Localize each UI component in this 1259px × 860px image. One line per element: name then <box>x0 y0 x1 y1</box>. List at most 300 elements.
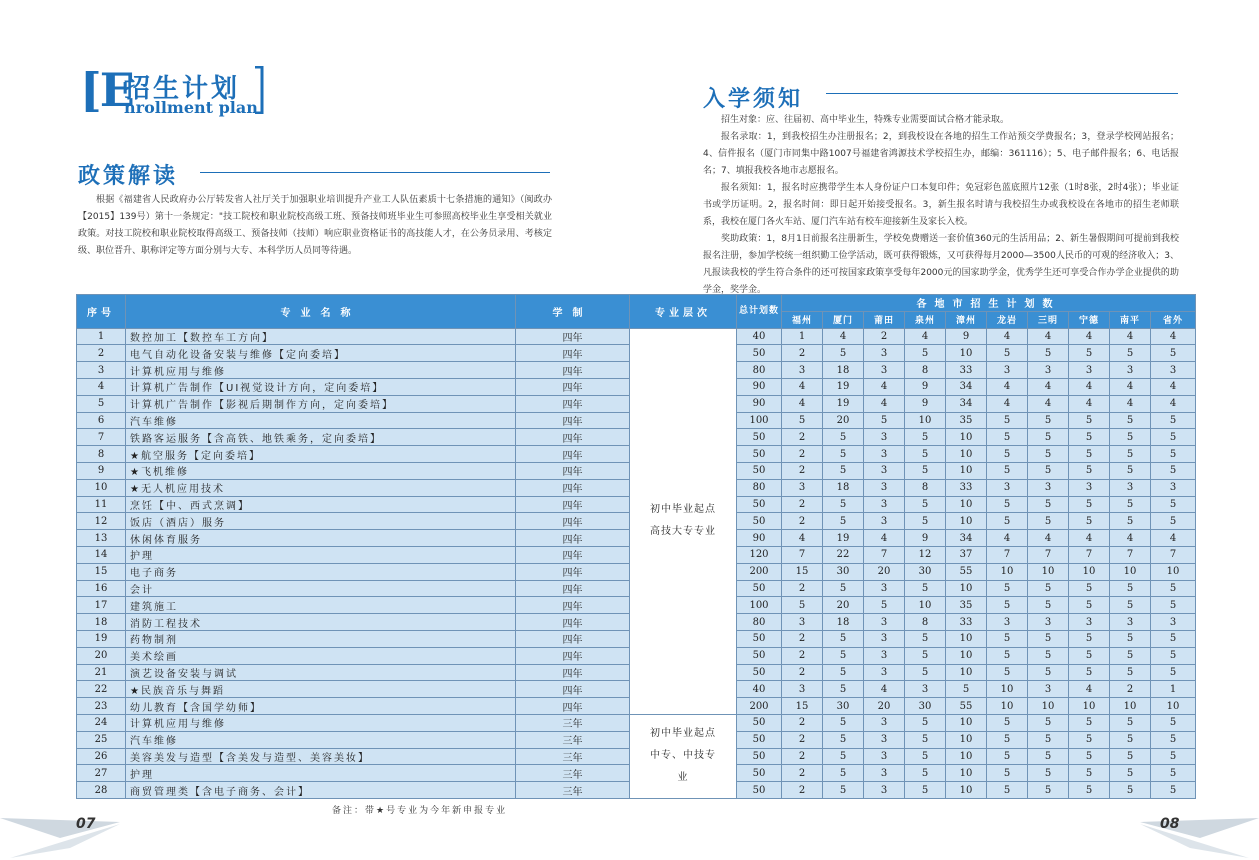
cell-seq: 23 <box>77 698 126 715</box>
cell-region-count: 10 <box>1028 563 1069 580</box>
cell-region-count: 5 <box>1151 782 1196 799</box>
cell-years: 四年 <box>516 614 630 631</box>
cell-region-count: 3 <box>1028 362 1069 379</box>
cell-region-count: 5 <box>1110 496 1151 513</box>
cell-region-count: 8 <box>905 362 946 379</box>
cell-region-count: 3 <box>864 513 905 530</box>
logo-letter: [E <box>80 63 133 117</box>
cell-region-count: 5 <box>1151 630 1196 647</box>
cell-total: 50 <box>737 647 782 664</box>
cell-years: 四年 <box>516 446 630 463</box>
cell-region-count: 5 <box>1110 345 1151 362</box>
cell-region-count: 4 <box>905 328 946 345</box>
cell-seq: 11 <box>77 496 126 513</box>
cell-region-count: 3 <box>864 345 905 362</box>
cell-major-name: ★航空服务【定向委培】 <box>126 446 516 463</box>
cell-total: 40 <box>737 681 782 698</box>
cell-region-count: 7 <box>782 546 823 563</box>
cell-region-count: 4 <box>987 395 1028 412</box>
cell-seq: 27 <box>77 765 126 782</box>
cell-region-count: 5 <box>987 597 1028 614</box>
cell-region-count: 3 <box>1069 362 1110 379</box>
cell-region-count: 5 <box>1069 446 1110 463</box>
cell-seq: 7 <box>77 429 126 446</box>
cell-region-count: 4 <box>1069 328 1110 345</box>
cell-years: 四年 <box>516 664 630 681</box>
cell-seq: 15 <box>77 563 126 580</box>
cell-region-count: 5 <box>905 664 946 681</box>
cell-region-count: 5 <box>987 782 1028 799</box>
header-total: 总计划数 <box>737 295 782 329</box>
cell-region-count: 5 <box>823 647 864 664</box>
cell-years: 三年 <box>516 782 630 799</box>
header-name: 专业名称 <box>126 295 516 329</box>
cell-total: 50 <box>737 446 782 463</box>
cell-seq: 6 <box>77 412 126 429</box>
cell-total: 120 <box>737 546 782 563</box>
cell-region-count: 12 <box>905 546 946 563</box>
cell-total: 90 <box>737 530 782 547</box>
admission-target: 招生对象：应、往届初、高中毕业生，特殊专业需要面试合格才能录取。 <box>721 115 1010 125</box>
cell-region-count: 5 <box>1028 580 1069 597</box>
policy-paragraph <box>78 192 552 260</box>
cell-region-count: 5 <box>1069 647 1110 664</box>
policy-section-title: 政策解读 <box>78 164 179 189</box>
cell-region-count: 5 <box>864 412 905 429</box>
cell-region-count: 5 <box>1151 462 1196 479</box>
cell-region-count: 3 <box>864 782 905 799</box>
cell-region-count: 5 <box>1151 731 1196 748</box>
cell-region-count: 5 <box>1110 597 1151 614</box>
cell-region-count: 10 <box>946 782 987 799</box>
cell-region-count: 33 <box>946 614 987 631</box>
logo-english-title: nrollment plan <box>124 98 258 117</box>
cell-major-name: 休闲体育服务 <box>126 530 516 547</box>
header-region: 厦门 <box>823 311 864 328</box>
cell-region-count: 10 <box>946 647 987 664</box>
cell-region-count: 20 <box>864 563 905 580</box>
cell-region-count: 5 <box>1028 429 1069 446</box>
cell-region-count: 5 <box>1028 446 1069 463</box>
cell-total: 50 <box>737 782 782 799</box>
cell-region-count: 8 <box>905 614 946 631</box>
cell-region-count: 3 <box>905 681 946 698</box>
cell-region-count: 35 <box>946 412 987 429</box>
cell-major-name: ★无人机应用技术 <box>126 479 516 496</box>
cell-region-count: 9 <box>905 530 946 547</box>
cell-region-count: 4 <box>1110 328 1151 345</box>
cell-seq: 4 <box>77 378 126 395</box>
cell-region-count: 5 <box>987 580 1028 597</box>
cell-region-count: 10 <box>946 765 987 782</box>
cell-region-count: 4 <box>1110 395 1151 412</box>
table-row <box>77 328 1196 345</box>
cell-region-count: 3 <box>1151 362 1196 379</box>
cell-region-count: 5 <box>1110 446 1151 463</box>
cell-major-name: 药物制剂 <box>126 630 516 647</box>
cell-region-count: 5 <box>905 765 946 782</box>
cell-region-count: 5 <box>1151 748 1196 765</box>
cell-region-count: 5 <box>823 681 864 698</box>
cell-region-count: 2 <box>782 513 823 530</box>
cell-region-count: 3 <box>1110 614 1151 631</box>
admission-requirements: 报名须知：1，报名时应携带学生本人身份证户口本复印件；免冠彩色蓝底照片12张（1时8张，2时4张）；毕业证书或学历证明。2，报名时间：即日起开始接受报名。3，新生报名时请与我校招生办或我校设在各地市的招生老师联系，我校在厦门各火车站、厦门汽车站有校车迎接新生及家长入校。 <box>703 183 1179 227</box>
cell-region-count: 3 <box>987 479 1028 496</box>
cell-seq: 10 <box>77 479 126 496</box>
cell-total: 50 <box>737 748 782 765</box>
cell-region-count: 7 <box>987 546 1028 563</box>
cell-region-count: 5 <box>905 580 946 597</box>
cell-region-count: 3 <box>1028 614 1069 631</box>
cell-seq: 28 <box>77 782 126 799</box>
cell-region-count: 5 <box>823 580 864 597</box>
cell-region-count: 5 <box>1151 765 1196 782</box>
cell-region-count: 5 <box>1028 513 1069 530</box>
logo-chinese-title: 招生计划 <box>124 74 241 104</box>
cell-region-count: 30 <box>823 563 864 580</box>
cell-major-name: 铁路客运服务【含高铁、地铁乘务，定向委培】 <box>126 429 516 446</box>
cell-region-count: 5 <box>1110 462 1151 479</box>
cell-seq: 9 <box>77 462 126 479</box>
cell-major-name: 美容美发与造型【含美发与造型、美容美妆】 <box>126 748 516 765</box>
cell-region-count: 10 <box>905 412 946 429</box>
cell-region-count: 10 <box>946 429 987 446</box>
cell-region-count: 5 <box>905 731 946 748</box>
cell-region-count: 4 <box>1110 530 1151 547</box>
cell-seq: 2 <box>77 345 126 362</box>
cell-region-count: 7 <box>1069 546 1110 563</box>
cell-region-count: 10 <box>905 597 946 614</box>
cell-years: 四年 <box>516 479 630 496</box>
cell-region-count: 3 <box>1069 614 1110 631</box>
cell-region-count: 10 <box>946 580 987 597</box>
cell-region-count: 30 <box>905 563 946 580</box>
cell-total: 50 <box>737 664 782 681</box>
cell-region-count: 18 <box>823 362 864 379</box>
cell-years: 四年 <box>516 698 630 715</box>
cell-region-count: 2 <box>782 714 823 731</box>
cell-major-name: 饭店（酒店）服务 <box>126 513 516 530</box>
cell-region-count: 5 <box>905 782 946 799</box>
cell-region-count: 5 <box>905 345 946 362</box>
cell-region-count: 5 <box>1110 412 1151 429</box>
cell-total: 50 <box>737 513 782 530</box>
cell-region-count: 2 <box>782 462 823 479</box>
cell-region-count: 30 <box>823 698 864 715</box>
cell-region-count: 5 <box>823 731 864 748</box>
cell-seq: 12 <box>77 513 126 530</box>
cell-region-count: 5 <box>946 681 987 698</box>
cell-region-count: 35 <box>946 597 987 614</box>
cell-seq: 17 <box>77 597 126 614</box>
cell-years: 四年 <box>516 429 630 446</box>
cell-region-count: 5 <box>823 714 864 731</box>
cell-region-count: 4 <box>1028 328 1069 345</box>
cell-years: 四年 <box>516 328 630 345</box>
cell-seq: 13 <box>77 530 126 547</box>
cell-region-count: 33 <box>946 362 987 379</box>
cell-level: 初中毕业起点高技大专专业 <box>630 328 737 714</box>
cell-region-count: 3 <box>864 664 905 681</box>
cell-region-count: 5 <box>1069 580 1110 597</box>
cell-region-count: 3 <box>864 714 905 731</box>
cell-region-count: 18 <box>823 479 864 496</box>
cell-region-count: 7 <box>864 546 905 563</box>
cell-region-count: 33 <box>946 479 987 496</box>
cell-major-name: ★飞机维修 <box>126 462 516 479</box>
cell-region-count: 5 <box>1028 462 1069 479</box>
cell-region-count: 5 <box>987 462 1028 479</box>
cell-seq: 21 <box>77 664 126 681</box>
cell-major-name: 消防工程技术 <box>126 614 516 631</box>
cell-years: 四年 <box>516 597 630 614</box>
cell-region-count: 4 <box>1028 530 1069 547</box>
cell-major-name: 数控加工【数控车工方向】 <box>126 328 516 345</box>
cell-major-name: 计算机应用与维修 <box>126 714 516 731</box>
cell-years: 四年 <box>516 546 630 563</box>
cell-total: 100 <box>737 412 782 429</box>
cell-years: 四年 <box>516 395 630 412</box>
cell-major-name: 汽车维修 <box>126 412 516 429</box>
cell-region-count: 18 <box>823 614 864 631</box>
cell-region-count: 5 <box>987 345 1028 362</box>
cell-region-count: 4 <box>1028 378 1069 395</box>
cell-region-count: 5 <box>987 496 1028 513</box>
cell-years: 四年 <box>516 580 630 597</box>
cell-region-count: 3 <box>864 462 905 479</box>
cell-seq: 18 <box>77 614 126 631</box>
cell-region-count: 55 <box>946 563 987 580</box>
cell-region-count: 10 <box>1151 563 1196 580</box>
cell-region-count: 5 <box>1151 513 1196 530</box>
cell-region-count: 5 <box>987 429 1028 446</box>
cell-region-count: 5 <box>823 765 864 782</box>
cell-region-count: 10 <box>946 714 987 731</box>
cell-region-count: 10 <box>1028 698 1069 715</box>
cell-region-count: 5 <box>1110 429 1151 446</box>
cell-region-count: 55 <box>946 698 987 715</box>
cell-region-count: 5 <box>1069 462 1110 479</box>
cell-region-count: 4 <box>987 530 1028 547</box>
cell-region-count: 4 <box>1151 378 1196 395</box>
policy-text: 根据《福建省人民政府办公厅转发省人社厅关于加强职业培训提升产业工人队伍素质十七条措施的通知》（闽政办【2015】139号）第十一条规定："技工院校和职业院校高级工班、预备技师班毕业生可参照高校毕业生享受相关就业政策。对技工院校和职业院校取得高级工、预备技师（技师）响应职业资格证书的高技能人才，在公务员录用、考核定级、职位晋升、职称评定等方面分别与大专、本科学历人员同等待遇。 <box>78 195 552 256</box>
cell-region-count: 5 <box>823 462 864 479</box>
cell-region-count: 5 <box>1110 630 1151 647</box>
cell-region-count: 3 <box>864 647 905 664</box>
cell-region-count: 22 <box>823 546 864 563</box>
cell-region-count: 5 <box>905 714 946 731</box>
cell-years: 四年 <box>516 563 630 580</box>
cell-region-count: 3 <box>1069 479 1110 496</box>
cell-region-count: 5 <box>1069 664 1110 681</box>
cell-region-count: 5 <box>1110 580 1151 597</box>
cell-region-count: 2 <box>782 748 823 765</box>
cell-years: 四年 <box>516 647 630 664</box>
cell-seq: 24 <box>77 714 126 731</box>
cell-seq: 19 <box>77 630 126 647</box>
cell-region-count: 5 <box>1151 580 1196 597</box>
cell-total: 50 <box>737 714 782 731</box>
cell-region-count: 4 <box>864 681 905 698</box>
cell-region-count: 5 <box>987 647 1028 664</box>
cell-region-count: 4 <box>987 328 1028 345</box>
cell-region-count: 5 <box>1069 496 1110 513</box>
cell-region-count: 5 <box>823 446 864 463</box>
cell-region-count: 4 <box>782 395 823 412</box>
cell-region-count: 5 <box>1028 630 1069 647</box>
cell-region-count: 34 <box>946 530 987 547</box>
cell-region-count: 5 <box>1151 714 1196 731</box>
cell-region-count: 5 <box>1151 412 1196 429</box>
cell-region-count: 5 <box>823 748 864 765</box>
cell-seq: 5 <box>77 395 126 412</box>
cell-total: 50 <box>737 580 782 597</box>
cell-region-count: 10 <box>946 513 987 530</box>
cell-region-count: 5 <box>1151 496 1196 513</box>
cell-region-count: 10 <box>1110 563 1151 580</box>
admission-scholarships: 奖助政策：1，8月1日前报名注册新生，学校免费赠送一套价值360元的生活用品；2、新生暑假期间可提前到我校报名注册，参加学校统一组织勤工俭学活动，既可获得锻炼，又可获得每月2000—3500人民币的可观的经济收入；3、凡报读我校的学生符合条件的还可按国家政策享受每年2000元的国家助学金，优秀学生还可享受合作办学企业提供的助学金，奖学金。 <box>703 234 1179 295</box>
cell-region-count: 5 <box>1151 647 1196 664</box>
cell-total: 50 <box>737 630 782 647</box>
cell-region-count: 3 <box>864 479 905 496</box>
cell-region-count: 10 <box>946 664 987 681</box>
cell-region-count: 10 <box>1069 563 1110 580</box>
cell-region-count: 8 <box>905 479 946 496</box>
cell-region-count: 4 <box>823 328 864 345</box>
cell-region-count: 10 <box>1151 698 1196 715</box>
cell-region-count: 5 <box>905 748 946 765</box>
header-region: 泉州 <box>905 311 946 328</box>
cell-region-count: 4 <box>1151 530 1196 547</box>
cell-years: 四年 <box>516 412 630 429</box>
cell-years: 四年 <box>516 345 630 362</box>
cell-region-count: 3 <box>864 748 905 765</box>
cell-region-count: 9 <box>946 328 987 345</box>
header-region: 三明 <box>1028 311 1069 328</box>
cell-seq: 8 <box>77 446 126 463</box>
cell-region-count: 4 <box>1110 378 1151 395</box>
header-years: 学制 <box>516 295 630 329</box>
cell-region-count: 3 <box>782 479 823 496</box>
cell-total: 50 <box>737 429 782 446</box>
cell-region-count: 5 <box>1110 513 1151 530</box>
header-level: 专业层次 <box>630 295 737 329</box>
cell-region-count: 5 <box>1069 345 1110 362</box>
cell-region-count: 5 <box>905 429 946 446</box>
cell-region-count: 4 <box>782 378 823 395</box>
header-seq: 序号 <box>77 295 126 329</box>
cell-major-name: 计算机应用与维修 <box>126 362 516 379</box>
cell-region-count: 2 <box>1110 681 1151 698</box>
cell-region-count: 2 <box>782 731 823 748</box>
cell-region-count: 5 <box>987 412 1028 429</box>
page-number-right: 08 <box>1160 816 1180 832</box>
header-region: 莆田 <box>864 311 905 328</box>
cell-region-count: 2 <box>782 782 823 799</box>
header-region: 福州 <box>782 311 823 328</box>
cell-region-count: 5 <box>1110 765 1151 782</box>
cell-region-count: 5 <box>1110 782 1151 799</box>
cell-total: 100 <box>737 597 782 614</box>
cell-region-count: 10 <box>946 630 987 647</box>
cell-region-count: 5 <box>987 630 1028 647</box>
cell-region-count: 5 <box>1028 647 1069 664</box>
cell-major-name: 商贸管理类【含电子商务、会计】 <box>126 782 516 799</box>
header-region: 省外 <box>1151 311 1196 328</box>
admission-title-divider <box>826 93 1178 94</box>
cell-region-count: 2 <box>782 630 823 647</box>
cell-region-count: 4 <box>1069 681 1110 698</box>
cell-total: 50 <box>737 345 782 362</box>
cell-region-count: 3 <box>864 614 905 631</box>
cell-region-count: 5 <box>1069 782 1110 799</box>
cell-region-count: 5 <box>1110 714 1151 731</box>
cell-region-count: 3 <box>987 614 1028 631</box>
cell-region-count: 15 <box>782 698 823 715</box>
cell-region-count: 3 <box>1028 681 1069 698</box>
cell-region-count: 3 <box>864 580 905 597</box>
cell-region-count: 5 <box>905 496 946 513</box>
cell-region-count: 5 <box>823 496 864 513</box>
table-row <box>77 714 1196 731</box>
cell-region-count: 5 <box>987 731 1028 748</box>
cell-region-count: 19 <box>823 395 864 412</box>
cell-region-count: 5 <box>987 714 1028 731</box>
cell-region-count: 5 <box>987 446 1028 463</box>
cell-region-count: 2 <box>782 664 823 681</box>
cell-region-count: 10 <box>946 446 987 463</box>
cell-total: 200 <box>737 698 782 715</box>
cell-region-count: 5 <box>782 597 823 614</box>
cell-seq: 25 <box>77 731 126 748</box>
cell-total: 40 <box>737 328 782 345</box>
cell-total: 50 <box>737 496 782 513</box>
cell-region-count: 5 <box>1069 513 1110 530</box>
cell-region-count: 5 <box>1069 597 1110 614</box>
cell-years: 四年 <box>516 462 630 479</box>
cell-region-count: 3 <box>987 362 1028 379</box>
cell-seq: 14 <box>77 546 126 563</box>
cell-years: 三年 <box>516 765 630 782</box>
cell-major-name: 美术绘画 <box>126 647 516 664</box>
cell-years: 三年 <box>516 748 630 765</box>
cell-total: 50 <box>737 462 782 479</box>
cell-seq: 26 <box>77 748 126 765</box>
cell-seq: 1 <box>77 328 126 345</box>
cell-region-count: 4 <box>987 378 1028 395</box>
cell-region-count: 10 <box>946 731 987 748</box>
cell-region-count: 10 <box>946 748 987 765</box>
cell-region-count: 5 <box>1151 446 1196 463</box>
cell-region-count: 5 <box>1028 664 1069 681</box>
enrollment-plan-logo <box>80 63 265 117</box>
cell-years: 四年 <box>516 378 630 395</box>
cell-region-count: 2 <box>782 345 823 362</box>
cell-region-count: 5 <box>1028 412 1069 429</box>
cell-region-count: 15 <box>782 563 823 580</box>
admission-registration: 报名录取：1，到我校招生办注册报名；2，到我校设在各地的招生工作站预交学费报名；3，登录学校网站报名；4、信件报名（厦门市同集中路1007号福建省鸿源技术学校招生办，邮编：361116）；5、电子邮件报名；6、电话报名；7、填报我校各地市志愿报名。 <box>703 132 1179 176</box>
cell-total: 80 <box>737 362 782 379</box>
cell-region-count: 5 <box>823 630 864 647</box>
cell-region-count: 2 <box>782 446 823 463</box>
cell-region-count: 3 <box>782 614 823 631</box>
cell-major-name: 汽车维修 <box>126 731 516 748</box>
cell-region-count: 5 <box>1028 765 1069 782</box>
cell-total: 90 <box>737 378 782 395</box>
cell-region-count: 20 <box>823 597 864 614</box>
cell-region-count: 5 <box>1069 714 1110 731</box>
cell-region-count: 5 <box>1069 429 1110 446</box>
